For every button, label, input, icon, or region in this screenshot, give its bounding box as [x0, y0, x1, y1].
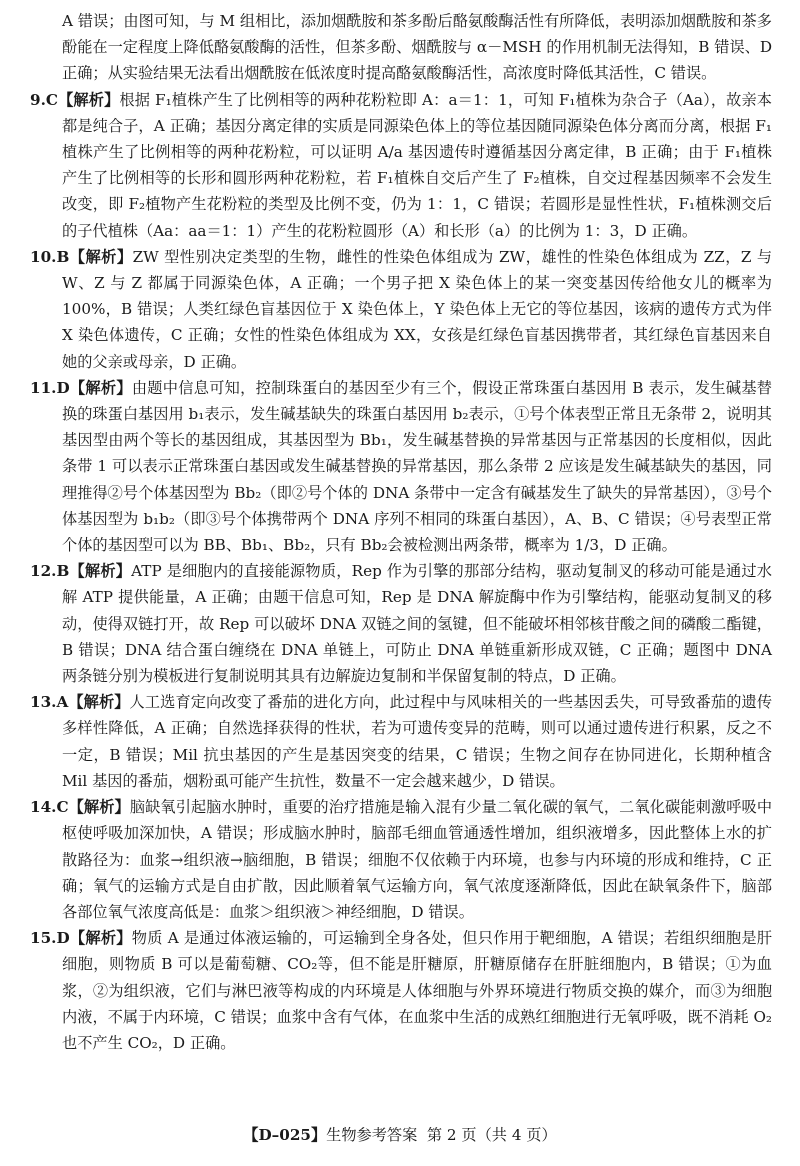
- item-explanation: 脑缺氧引起脑水肿时，重要的治疗措施是输入混有少量二氧化碳的氧气，二氧化碳能刺激呼吸中枢使呼吸加深加快，A 错误；形成脑水肿时，脑部毛细血管通透性增加，组织液增多，因此整体上水的扩散路径为：血浆→组织液→脑细胞，B 错误；细胞不仅依赖于内环境，也参与内环境的形成和维持，C 正确；氧气的运输方式是自由扩散，因此顺着氧气运输方向，氧气浓度逐渐降低，因此在缺氧条件下，脑部各部位氧气浓度高低是：血浆＞组织液＞神经细胞，D 错误。: [62, 798, 773, 921]
- item-tag: 【解析】: [69, 378, 132, 397]
- item-lead: [30, 248, 133, 266]
- item-tag: 【解析】: [69, 247, 133, 266]
- item-answer: C: [45, 90, 58, 109]
- item-lead: [30, 91, 119, 109]
- item-lead: [30, 562, 131, 580]
- answer-text-block: [30, 375, 772, 558]
- answer-item-9: [30, 87, 772, 244]
- item-lead: [30, 693, 130, 711]
- answer-item-14: [30, 794, 772, 925]
- item-number: 15.: [30, 929, 57, 948]
- item-explanation: 人工选育定向改变了番茄的进化方向，此过程中与风味相关的一些基因丢失，可导致番茄的遗传多样性降低，A 正确；自然选择获得的性状，若为可遗传变异的范畴，则可以通过遗传进行积累，反之不一定，B 错误；Mil 抗虫基因的产生是基因突变的结果，C 错误；生物之间存在协同进化，长期种植含 Mil 基因的番茄，烟粉虱可能产生抗性，数量不一定会越来越少，D 错误。: [62, 693, 773, 790]
- continuation-text: A 错误；由图可知，与 M 组相比，添加烟酰胺和茶多酚后酪氨酸酶活性有所降低，表明添加烟酰胺和茶多酚能在一定程度上降低酪氨酸酶的活性，但茶多酚、烟酰胺与 α－MSH 的作用机制无法得知，B 错误、D 正确；从实验结果无法看出烟酰胺在低浓度时提高酪氨酸酶活性，高浓度时降低其活性，C 错误。: [62, 12, 772, 83]
- item-lead: [30, 798, 130, 816]
- answer-item-10: [30, 244, 772, 375]
- item-explanation: ATP 是细胞内的直接能源物质，Rep 作为引擎的那部分结构，驱动复制叉的移动可能是通过水解 ATP 提供能量，A 正确；由题干信息可知，Rep 是 DNA 解旋酶中作为引擎结构，能驱动复制叉的移动，使得双链打开，故 Rep 可以破坏 DNA 双链之间的氢键，但不能破坏相邻核苷酸之间的磷酸二酯键，B 错误；DNA 结合蛋白缠绕在 DNA 单链上，可防止 DNA 单链重新形成双链，C 正确；题图中 DNA 两条链分别为模板进行复制说明其具有边解旋边复制和半保留复制的特点，D 正确。: [62, 562, 772, 686]
- item-explanation: ZW 型性别决定类型的生物，雌性的性染色体组成为 ZW，雄性的性染色体组成为 ZZ，Z 与 W、Z 与 Z 都属于同源染色体，A 正确；一个男子把 X 染色体上的某一突变基因传给他女儿的概率为 100%，B 错误；人类红绿色盲基因位于 X 染色体上，Y 染色体上无它的等位基因，该病的遗传方式为伴 X 染色体遗传，C 正确；女性的性染色体组成为 XX，女孩是红绿色盲基因携带者，其红绿色盲基因来自她的父亲或母亲，D 正确。: [62, 247, 773, 371]
- item-number: 10.: [30, 247, 57, 266]
- item-number: 9.: [30, 90, 46, 109]
- answer-body: [30, 8, 772, 1056]
- item-lead: [30, 379, 132, 397]
- answer-text-block: [30, 244, 772, 375]
- item-answer: D: [56, 378, 70, 397]
- answer-text-block: [30, 558, 772, 689]
- item-number: 14.: [30, 798, 57, 817]
- item-tag: 【解析】: [57, 90, 120, 109]
- answer-text-block: [30, 794, 772, 925]
- item-explanation: 由题中信息可知，控制珠蛋白的基因至少有三个，假设正常珠蛋白基因用 B 表示，发生碱基替换的珠蛋白基因用 b₁表示，发生碱基缺失的珠蛋白基因用 b₂表示，①号个体表型正常且无条带 2，说明其基因型由两个等长的基因组成，其基因型为 Bb₁，发生碱基替换的异常基因与正常基因的长度相似，因此条带 1 可以表示正常珠蛋白基因或发生碱基替换的异常基因，那么条带 2 应该是发生碱基缺失的基因，同理推得②号个体基因型为 Bb₂（即②号个体的 DNA 条带中一定含有碱基发生了缺失的异常基因），③号个体基因型为 b₁b₂（即③号个体携带两个 DNA 序列不相同的珠蛋白基因），A、B、C 错误；④号表型正常个体的基因型可以为 BB、Bb₁、Bb₂，只有 Bb₂会被检测出两条带，概率为 1/3，D 正确。: [62, 378, 772, 555]
- continuation-block: [30, 8, 772, 87]
- item-tag: 【解析】: [68, 693, 130, 712]
- footer-spacer: [417, 1126, 427, 1144]
- answer-item-13: [30, 689, 772, 794]
- item-number: 13.: [30, 693, 57, 712]
- item-tag: 【解析】: [68, 798, 130, 817]
- answer-text-block: [30, 925, 772, 1056]
- item-explanation: 物质 A 是通过体液运输的，可运输到全身各处，但只作用于靶细胞，A 错误；若组织细胞是肝细胞，则物质 B 可以是葡萄糖、CO₂等，但不能是肝糖原，肝糖原储存在肝脏细胞内，B 错误；①为血浆，②为组织液，它们与淋巴液等构成的内环境是人体细胞与外界环境进行物质交换的媒介，而③为细胞内液，不属于内环境，C 错误；血浆中含有气体，在血浆中生活的成熟红细胞进行无氧呼吸，既不消耗 O₂也不产生 CO₂，D 正确。: [62, 929, 773, 1052]
- page-footer: [0, 1124, 800, 1146]
- item-number: 11.: [30, 378, 57, 397]
- answer-item-15: [30, 925, 772, 1056]
- item-tag: 【解析】: [69, 929, 132, 948]
- item-answer: C: [56, 798, 69, 817]
- item-answer: B: [56, 562, 70, 581]
- answer-text-block: [30, 87, 772, 244]
- item-number: 12.: [30, 562, 57, 581]
- answer-text-block: [30, 689, 772, 794]
- item-answer: D: [56, 929, 70, 948]
- item-answer: A: [56, 693, 69, 712]
- footer-code: 【D–025】: [243, 1126, 327, 1144]
- item-explanation: 根据 F₁植株产生了比例相等的两种花粉粒即 A：a＝1：1，可知 F₁植株为杂合子（Aa），故亲本都是纯合子，A 正确；基因分离定律的实质是同源染色体上的等位基因随同源染色体分离而分离，根据 F₁植株产生了比例相等的两种花粉粒，可以证明 A/a 基因遗传时遵循基因分离定律，B 正确；由于 F₁植株产生了比例相等的长形和圆形两种花粉粒，若 F₁植株自交后产生了 F₂植株，自交过程基因频率不会发生改变，即 F₂植物产生花粉粒的类型及比例不变，仍为 1：1，C 错误；若圆形是显性性状，F₁植株测交后的子代植株（Aa：aa＝1：1）产生的花粉粒圆形（A）和长形（a）的比例为 1：3，D 正确。: [62, 90, 772, 240]
- footer-page-number: 第 2 页（共 4 页）: [426, 1126, 557, 1144]
- item-lead: [30, 929, 132, 947]
- answer-item-11: [30, 375, 772, 558]
- footer-subject: 生物参考答案: [326, 1126, 418, 1144]
- item-answer: B: [56, 247, 70, 266]
- answer-item-12: [30, 558, 772, 689]
- item-tag: 【解析】: [69, 562, 132, 581]
